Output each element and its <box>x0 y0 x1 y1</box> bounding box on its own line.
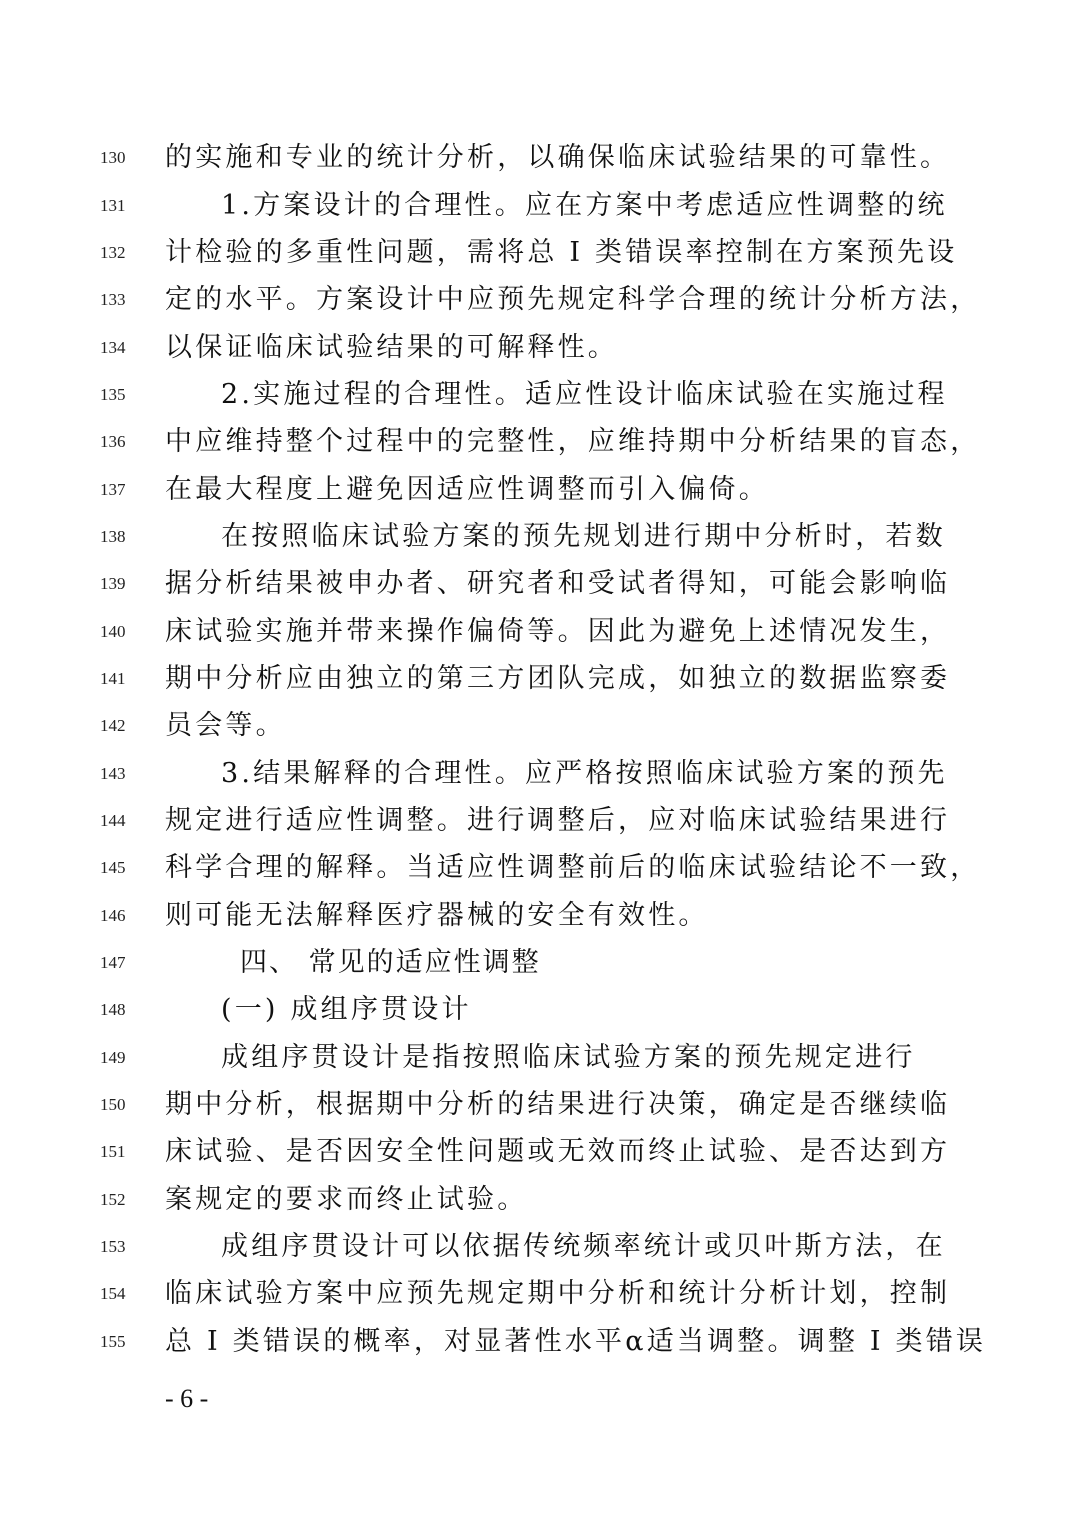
document-line <box>0 1081 1080 1129</box>
line-number: 155 <box>100 1332 126 1351</box>
line-text: 案规定的要求而终止试验。 <box>165 1184 528 1215</box>
line-number: 141 <box>100 669 126 688</box>
line-number: 146 <box>100 906 126 925</box>
line-number: 148 <box>100 1000 126 1019</box>
line-number: 144 <box>100 811 126 830</box>
line-number: 145 <box>100 858 126 877</box>
line-text: 中应维持整个过程中的完整性，应维持期中分析结果的盲态， <box>165 426 981 457</box>
line-number: 151 <box>100 1142 126 1161</box>
document-line <box>0 229 1080 277</box>
document-line <box>0 892 1080 940</box>
document-line <box>0 371 1080 419</box>
document-line <box>0 466 1080 514</box>
document-line <box>0 324 1080 372</box>
line-text: 临床试验方案中应预先规定期中分析和统计分析计划，控制 <box>165 1278 951 1309</box>
line-number: 136 <box>100 432 126 451</box>
line-number: 152 <box>100 1190 126 1209</box>
line-number: 135 <box>100 385 126 404</box>
line-text: 总 I 类错误的概率，对显著性水平α适当调整。调整 I 类错误 <box>165 1326 987 1357</box>
line-text: 成组序贯设计是指按照临床试验方案的预先规定进行 <box>221 1042 916 1073</box>
line-text: 1.方案设计的合理性。应在方案中考虑适应性调整的统 <box>221 190 948 221</box>
line-number: 143 <box>100 764 126 783</box>
line-text: 科学合理的解释。当适应性调整前后的临床试验结论不一致， <box>165 852 981 883</box>
line-number: 149 <box>100 1048 126 1067</box>
line-text: 员会等。 <box>165 710 286 741</box>
document-line <box>0 1223 1080 1271</box>
line-text: 成组序贯设计可以依据传统频率统计或贝叶斯方法，在 <box>221 1231 946 1262</box>
line-number: 137 <box>100 480 126 499</box>
document-line <box>0 702 1080 750</box>
line-number: 131 <box>100 196 126 215</box>
line-number: 142 <box>100 716 126 735</box>
line-number: 154 <box>100 1284 126 1303</box>
line-number: 140 <box>100 622 126 641</box>
document-line <box>0 134 1080 182</box>
line-text: 床试验、是否因安全性问题或无效而终止试验、是否达到方 <box>165 1136 951 1167</box>
line-text: 则可能无法解释医疗器械的安全有效性。 <box>165 900 709 931</box>
document-line <box>0 844 1080 892</box>
line-text: 的实施和专业的统计分析，以确保临床试验结果的可靠性。 <box>165 142 951 173</box>
line-text: 规定进行适应性调整。进行调整后，应对临床试验结果进行 <box>165 805 951 836</box>
line-number: 139 <box>100 574 126 593</box>
line-text: 在按照临床试验方案的预先规划进行期中分析时，若数 <box>221 521 946 552</box>
line-number: 132 <box>100 243 126 262</box>
document-line <box>0 513 1080 561</box>
line-text: 期中分析应由独立的第三方团队完成，如独立的数据监察委 <box>165 663 951 694</box>
document-line <box>0 797 1080 845</box>
line-text: 3.结果解释的合理性。应严格按照临床试验方案的预先 <box>221 758 948 789</box>
line-number: 147 <box>100 953 126 972</box>
subsection-heading-line <box>0 986 1080 1034</box>
line-number: 138 <box>100 527 126 546</box>
document-line <box>0 1034 1080 1082</box>
line-number: 150 <box>100 1095 126 1114</box>
document-line <box>0 276 1080 324</box>
document-line <box>0 560 1080 608</box>
line-text: 在最大程度上避免因适应性调整而引入偏倚。 <box>165 474 769 505</box>
line-text: 据分析结果被申办者、研究者和受试者得知，可能会影响临 <box>165 568 951 599</box>
line-text: 期中分析，根据期中分析的结果进行决策，确定是否继续临 <box>165 1089 951 1120</box>
line-text: 以保证临床试验结果的可解释性。 <box>165 332 618 363</box>
line-text: 2.实施过程的合理性。适应性设计临床试验在实施过程 <box>221 379 948 410</box>
line-number: 130 <box>100 148 126 167</box>
document-line <box>0 1318 1080 1366</box>
line-text: 定的水平。方案设计中应预先规定科学合理的统计分析方法， <box>165 284 981 315</box>
line-text: 计检验的多重性问题，需将总 I 类错误率控制在方案预先设 <box>165 237 958 268</box>
document-line <box>0 608 1080 656</box>
document-line <box>0 1128 1080 1176</box>
document-line <box>0 1176 1080 1224</box>
section-heading-line <box>0 939 1080 987</box>
line-number: 133 <box>100 290 126 309</box>
section-heading: 四、 常见的适应性调整 <box>240 947 541 978</box>
page-number-footer: - 6 - <box>165 1384 209 1413</box>
line-number: 134 <box>100 338 126 357</box>
subsection-heading: (一) 成组序贯设计 <box>221 994 472 1025</box>
document-line <box>0 182 1080 230</box>
line-number: 153 <box>100 1237 126 1256</box>
line-text: 床试验实施并带来操作偏倚等。因此为避免上述情况发生， <box>165 616 951 647</box>
document-line <box>0 418 1080 466</box>
document-line <box>0 1270 1080 1318</box>
document-line <box>0 750 1080 798</box>
document-line <box>0 655 1080 703</box>
